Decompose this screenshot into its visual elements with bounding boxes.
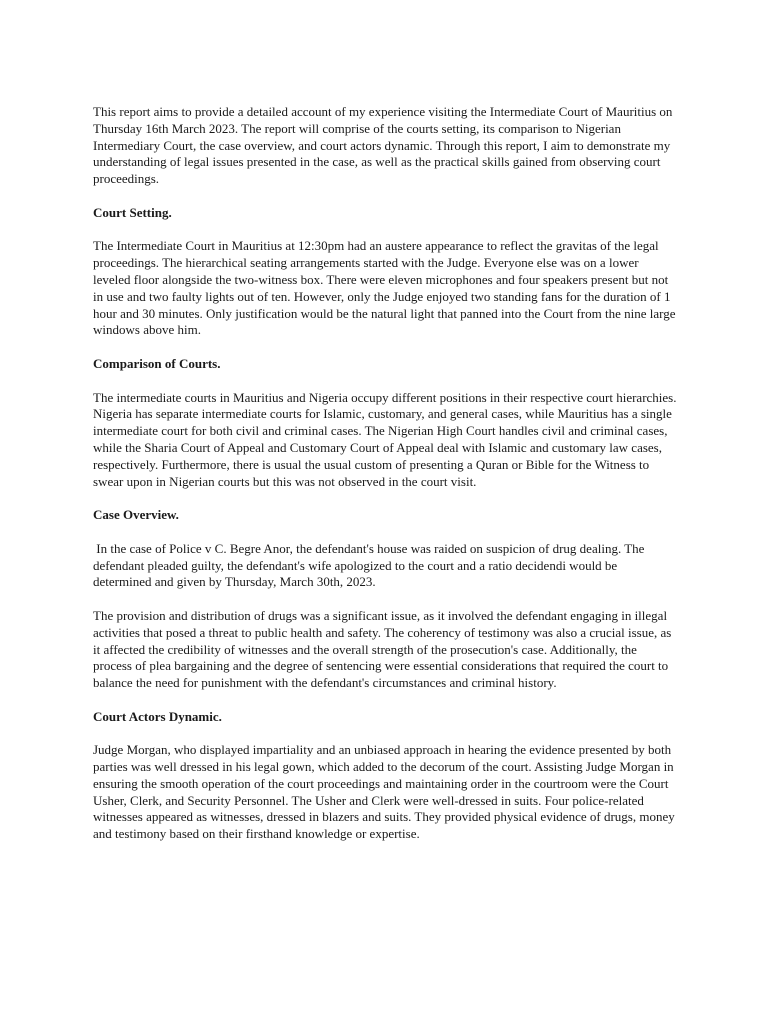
comparison-paragraph: The intermediate courts in Mauritius and Nigeria occupy different positions in their respective court hierarchies. Nigeria has separate intermediate courts for Islamic, customary, and general cases, while Mauritius has a single intermediate court for both civil and criminal cases. The Nigerian High Court handles civil and criminal cases, while the Sharia Court of Appeal and Customary Court of Appeal deal with Islamic and customary law cases, respectively. Furthermore, there is usual the usual custom of presenting a Quran or Bible for the Witness to swear upon in Nigerian courts but this was not observed in the court visit. xyxy=(93,389,677,489)
section-heading-case-overview: Case Overview. xyxy=(93,507,179,523)
court-setting-paragraph: The Intermediate Court in Mauritius at 12:30pm had an austere appearance to reflect the gravitas of the legal proceedings. The hierarchical seating arrangements started with the Judge. Everyone else was on a lower leveled floor alongside the two-witness box. There were eleven microphones and four speakers present but not in use and two faulty lights out of ten. However, only the Judge enjoyed two standing fans for the duration of 1 hour and 30 minutes. Only justification would be the natural light that panned into the Court from the nine large windows above him. xyxy=(93,238,676,338)
document-page xyxy=(93,104,678,860)
section-heading-comparison-of-courts: Comparison of Courts. xyxy=(93,355,221,371)
section-heading-court-actors-dynamic: Court Actors Dynamic. xyxy=(93,708,222,724)
case-overview-paragraph-1: In the case of Police v C. Begre Anor, the defendant's house was raided on suspicion of drug dealing. The defendant pleaded guilty, the defendant's wife apologized to the court and a ratio decidendi would be determined and given by Thursday, March 30th, 2023. xyxy=(93,540,648,590)
section-heading-court-setting: Court Setting. xyxy=(93,204,172,220)
case-overview-paragraph-2: The provision and distribution of drugs was a significant issue, as it involved the defendant engaging in illegal activities that posed a threat to public health and safety. The coherency of testimony was also a crucial issue, as it affected the credibility of witnesses and the overall strength of the prosecution's case. Additionally, the process of plea bargaining and the degree of sentencing were essential considerations that required the court to balance the need for punishment with the defendant's circumstances and criminal history. xyxy=(93,607,672,691)
court-actors-paragraph: Judge Morgan, who displayed impartiality and an unbiased approach in hearing the evidence presented by both parties was well dressed in his legal gown, which added to the decorum of the court. Assisting Judge Morgan in ensuring the smooth operation of the court proceedings and maintaining order in the courtroom were the Court Usher, Clerk, and Security Personnel. The Usher and Clerk were well-dressed in suits. Four police-related witnesses appeared as witnesses, dressed in blazers and suits. They provided physical evidence of drugs, money and testimony based on their firsthand knowledge or expertise. xyxy=(93,742,675,842)
intro-paragraph: This report aims to provide a detailed account of my experience visiting the Intermediate Court of Mauritius on Thursday 16th March 2023. The report will comprise of the courts setting, its comparison to Nigerian Intermediary Court, the case overview, and court actors dynamic. Through this report, I aim to demonstrate my understanding of legal issues presented in the case, as well as the practical skills gained from observing court proceedings. xyxy=(93,104,673,187)
